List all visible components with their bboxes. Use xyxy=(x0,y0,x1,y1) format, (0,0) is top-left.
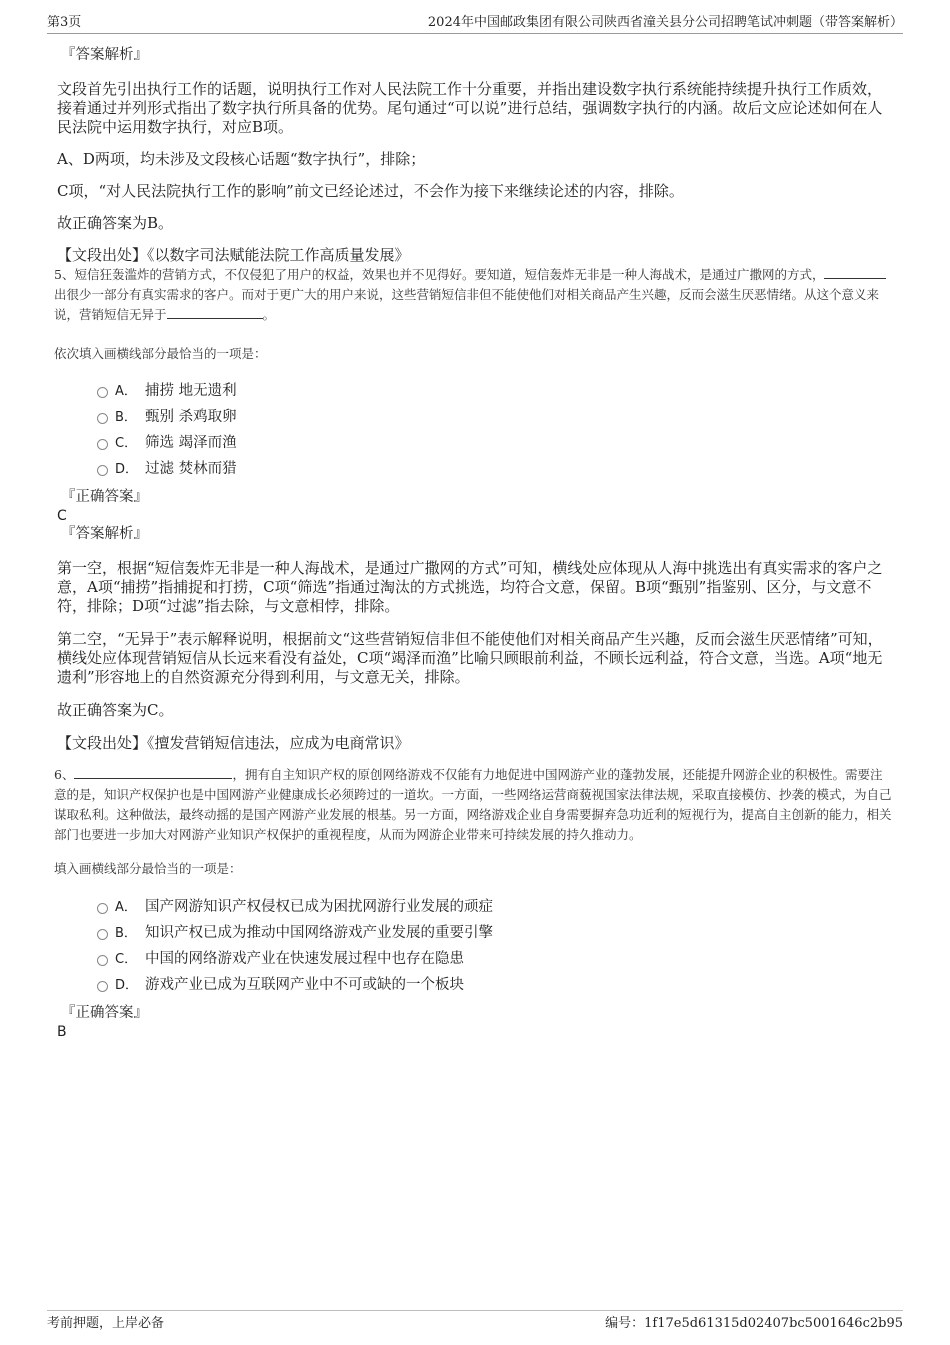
q5-option-c[interactable]: C． 筛选 竭泽而渔 xyxy=(57,430,893,456)
q5-answer: C xyxy=(57,508,67,524)
q6-option-c[interactable]: C． 中国的网络游戏产业在快速发展过程中也存在隐患 xyxy=(57,946,893,972)
q6-answer-label: 『正确答案』 xyxy=(61,1005,148,1021)
q5-prompt: 依次填入画横线部分最恰当的一项是： xyxy=(54,346,267,361)
q5-analysis-label: 『答案解析』 xyxy=(61,526,148,542)
q5-blank-2 xyxy=(167,305,263,319)
q6-answer: B xyxy=(57,1024,67,1040)
q6-option-b[interactable]: B． 知识产权已成为推动中国网络游戏产业发展的重要引擎 xyxy=(57,920,893,946)
radio-icon[interactable] xyxy=(97,929,108,940)
radio-icon[interactable] xyxy=(97,413,108,424)
page-content xyxy=(54,46,893,1041)
q6-options xyxy=(57,894,893,998)
footer-slogan: 考前押题，上岸必备 xyxy=(47,1316,165,1331)
q5-option-a[interactable]: A． 捕捞 地无遗利 xyxy=(57,378,893,404)
q5-analysis-para2: 第二空，“无异于”表示解释说明，根据前文“这些营销短信非但不能使他们对相关商品产生兴趣，反而会滋生厌恶情绪”可知，横线处应体现营销短信从长远来看没有益处，C项“竭泽而渔”比喻只顾眼前利益，不顾长远利益，符合文意，当选。A项“地无遗利”形容地上的自然资源充分得到利用，与文意无关，排除。 xyxy=(57,630,883,686)
q5-analysis-conclusion: 故正确答案为C。 xyxy=(57,701,174,719)
q5-blank-1 xyxy=(824,265,886,279)
q4-analysis-para2: A、D两项，均未涉及文段核心话题“数字执行”，排除； xyxy=(57,150,426,168)
q4-source: 【文段出处】《以数字司法赋能法院工作高质量发展》 xyxy=(57,246,410,264)
q6-stem: 6、 ，拥有自主知识产权的原创网络游戏不仅能有力地促进中国网游产业的蓬勃发展，还能提升网游企业的积极性。需要注意的是，知识产权保护也是中国网游产业健康成长必须跨过的一道坎。一方面，一些网络运营商藐视国家法律法规，采取直接模仿、抄袭的模式，为自己谋取私利。这种做法，最终动摇的是国产网游产业发展的根基。另一方面，网络游戏企业自身需要摒弃急功近利的短视行为，提高自主创新的能力，相关部门也要进一步加大对网游产业知识产权保护的重视程度，从而为网游企业带来可持续发展的持久推动力。 xyxy=(54,767,892,842)
radio-icon[interactable] xyxy=(97,903,108,914)
page-footer xyxy=(47,1310,903,1333)
q6-option-a[interactable]: A． 国产网游知识产权侵权已成为困扰网游行业发展的顽症 xyxy=(57,894,893,920)
q5-option-b[interactable]: B． 甄别 杀鸡取卵 xyxy=(57,404,893,430)
radio-icon[interactable] xyxy=(97,439,108,450)
q5-source: 【文段出处】《擅发营销短信违法，应成为电商常识》 xyxy=(57,734,410,752)
radio-icon[interactable] xyxy=(97,465,108,476)
page-number: 第3页 xyxy=(47,15,82,30)
q5-analysis-para1: 第一空，根据“短信轰炸无非是一种人海战术，是通过广撒网的方式”可知，横线处应体现从人海中挑选出有真实需求的客户之意，A项“捕捞”指捕捉和打捞，C项“筛选”指通过淘汰的方式挑选，均符合文意，保留。B项“甄别”指鉴别、区分，与文意不符，排除；D项“过滤”指去除，与文意相悖，排除。 xyxy=(57,559,883,615)
q6-blank xyxy=(74,765,232,779)
radio-icon[interactable] xyxy=(97,955,108,966)
radio-icon[interactable] xyxy=(97,981,108,992)
radio-icon[interactable] xyxy=(97,387,108,398)
q4-analysis-label: 『答案解析』 xyxy=(61,47,148,63)
document-id: 编号：1f17e5d61315d02407bc5001646c2b95 xyxy=(605,1316,903,1331)
page-header xyxy=(47,13,903,34)
document-title: 2024年中国邮政集团有限公司陕西省潼关县分公司招聘笔试冲刺题（带答案解析） xyxy=(427,15,903,30)
q4-analysis-para3: C项，“对人民法院执行工作的影响”前文已经论述过，不会作为接下来继续论述的内容，排除。 xyxy=(57,182,684,200)
q6-prompt: 填入画横线部分最恰当的一项是： xyxy=(54,861,242,876)
q6-option-d[interactable]: D． 游戏产业已成为互联网产业中不可或缺的一个板块 xyxy=(57,972,893,998)
q5-stem: 5、短信狂轰滥炸的营销方式，不仅侵犯了用户的权益，效果也并不见得好。要知道，短信轰炸无非是一种人海战术，是通过广撒网的方式，出很少一部分有真实需求的客户。而对于更广大的用户来说，这些营销短信非但不能使他们对相关商品产生兴趣，反而会滋生厌恶情绪。从这个意义来说，营销短信无异于 。 xyxy=(54,265,893,325)
q5-answer-label: 『正确答案』 xyxy=(61,489,148,505)
q5-option-d[interactable]: D． 过滤 焚林而猎 xyxy=(57,456,893,482)
q4-analysis-para1: 文段首先引出执行工作的话题，说明执行工作对人民法院工作十分重要，并指出建设数字执行系统能持续提升执行工作质效，接着通过并列形式指出了数字执行所具备的优势。尾句通过“可以说”进行总结，强调数字执行的内涵。故后文应论述如何在人民法院中运用数字执行，对应B项。 xyxy=(57,80,883,136)
q5-options xyxy=(57,378,893,482)
q4-analysis-conclusion: 故正确答案为B。 xyxy=(57,214,174,232)
